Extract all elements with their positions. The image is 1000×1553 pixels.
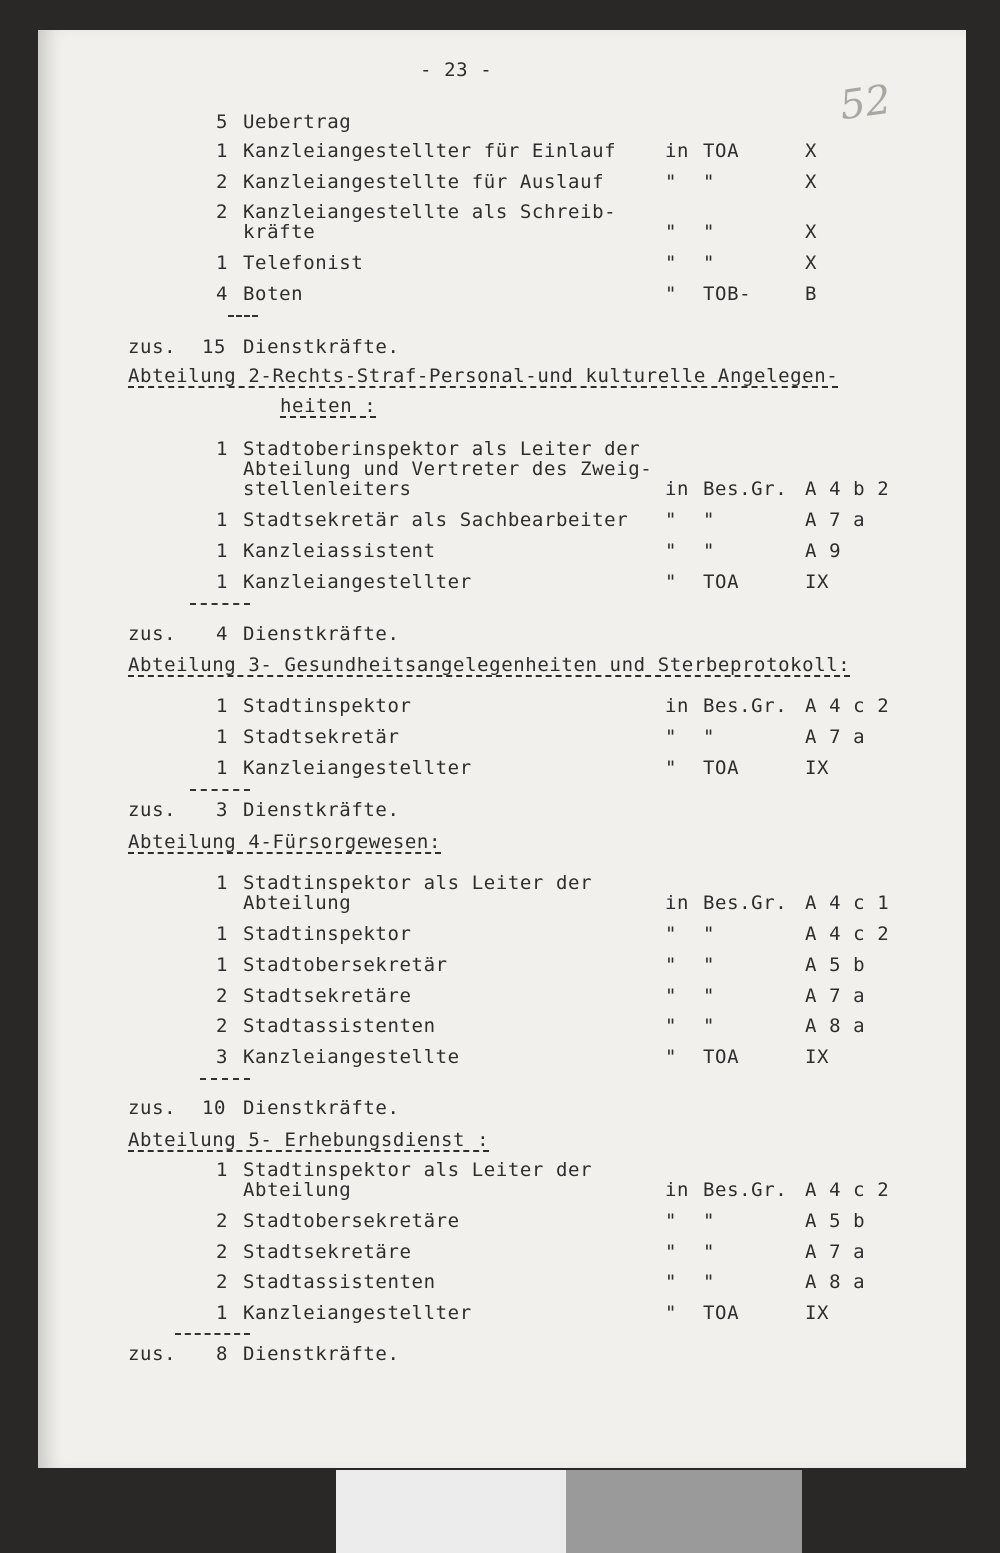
pay-scale: A 4 c 2 <box>805 1179 890 1201</box>
pay-group: TOB- <box>703 283 752 305</box>
pay-prefix: in <box>665 695 690 717</box>
pay-scale: IX <box>805 571 830 593</box>
staff-count: 2 <box>216 1271 229 1293</box>
staff-count: 2 <box>216 171 229 193</box>
staff-position: Stadtoberinspektor als Leiter der <box>243 438 641 460</box>
pay-prefix: in <box>665 892 690 914</box>
pay-scale: X <box>805 252 818 274</box>
staff-count: 2 <box>216 985 229 1007</box>
pay-scale: A 4 c 2 <box>805 695 890 717</box>
pay-scale: IX <box>805 1302 830 1324</box>
pay-scale: A 5 b <box>805 954 866 976</box>
total-label: Dienstkräfte. <box>243 799 400 821</box>
pay-scale: X <box>805 221 818 243</box>
section-heading: Abteilung 2-Rechts-Straf-Personal-und kulturelle Angelegen- <box>128 365 839 387</box>
pay-group: " <box>703 171 716 193</box>
pay-prefix: in <box>665 1179 690 1201</box>
pay-prefix: " <box>665 571 678 593</box>
pay-prefix: in <box>665 140 690 162</box>
pay-group: " <box>703 1015 716 1037</box>
staff-count: 1 <box>216 438 229 460</box>
staff-count: 1 <box>216 571 229 593</box>
staff-position: Kanzleiangestellter <box>243 571 472 593</box>
staff-count: 1 <box>216 1159 229 1181</box>
pay-prefix: " <box>665 171 678 193</box>
staff-position: Stadtobersekretär <box>243 954 448 976</box>
staff-count: 2 <box>216 1015 229 1037</box>
staff-position: Stadtsekretäre <box>243 1241 412 1263</box>
pay-scale: A 7 a <box>805 985 866 1007</box>
pay-group: " <box>703 1271 716 1293</box>
staff-count: 2 <box>216 1210 229 1232</box>
pay-scale: IX <box>805 757 830 779</box>
pay-scale: X <box>805 171 818 193</box>
total-prefix: zus. <box>128 623 177 645</box>
staff-position: Boten <box>243 283 304 305</box>
pay-prefix: " <box>665 923 678 945</box>
staff-position: Abteilung <box>243 1179 352 1201</box>
section-heading: Abteilung 3- Gesundheitsangelegenheiten und Sterbeprotokoll: <box>128 654 851 676</box>
pay-prefix: " <box>665 252 678 274</box>
total-label: Dienstkräfte. <box>243 623 400 645</box>
pay-prefix: " <box>665 1210 678 1232</box>
staff-count: 1 <box>216 695 229 717</box>
pay-group: TOA <box>703 571 740 593</box>
pay-group: " <box>703 509 716 531</box>
staff-position: Kanzleiangestellter für Einlauf <box>243 140 617 162</box>
pay-prefix: in <box>665 478 690 500</box>
pay-group: " <box>703 252 716 274</box>
pay-group: TOA <box>703 140 740 162</box>
pay-prefix: " <box>665 1046 678 1068</box>
staff-count: 1 <box>216 540 229 562</box>
pay-scale: A 4 b 2 <box>805 478 890 500</box>
pay-group: " <box>703 221 716 243</box>
total-count: 4 <box>216 623 229 645</box>
staff-position: Kanzleiangestellte für Auslauf <box>243 171 605 193</box>
pay-group: Bes.Gr. <box>703 1179 788 1201</box>
staff-position: Stadtinspektor <box>243 695 412 717</box>
sum-rule <box>228 315 258 317</box>
pay-prefix: " <box>665 757 678 779</box>
pay-group: " <box>703 1210 716 1232</box>
total-prefix: zus. <box>128 799 177 821</box>
pay-prefix: " <box>665 985 678 1007</box>
pay-prefix: " <box>665 954 678 976</box>
staff-position: Stadtinspektor als Leiter der <box>243 1159 593 1181</box>
staff-position: Kanzleiassistent <box>243 540 436 562</box>
staff-position: Kanzleiangestellte als Schreib- <box>243 201 617 223</box>
pay-scale: A 7 a <box>805 509 866 531</box>
staff-position: Stadtassistenten <box>243 1271 436 1293</box>
total-count: 15 <box>202 336 227 358</box>
page-number: - 23 - <box>420 59 493 81</box>
pay-group: TOA <box>703 757 740 779</box>
total-count: 10 <box>202 1097 227 1119</box>
staff-count: 1 <box>216 872 229 894</box>
pay-prefix: " <box>665 221 678 243</box>
pay-prefix: " <box>665 509 678 531</box>
pay-scale: A 9 <box>805 540 842 562</box>
sum-rule <box>190 789 250 791</box>
folio-number: 52 <box>837 76 894 130</box>
staff-position: kräfte <box>243 221 316 243</box>
total-label: Dienstkräfte. <box>243 1097 400 1119</box>
staff-count: 1 <box>216 509 229 531</box>
pay-group: " <box>703 1241 716 1263</box>
pay-group: " <box>703 923 716 945</box>
pay-prefix: " <box>665 540 678 562</box>
staff-count: 1 <box>216 757 229 779</box>
staff-position: Abteilung <box>243 892 352 914</box>
staff-count: 4 <box>216 283 229 305</box>
total-label: Dienstkräfte. <box>243 336 400 358</box>
pay-scale: A 5 b <box>805 1210 866 1232</box>
staff-count: 1 <box>216 954 229 976</box>
pay-prefix: " <box>665 1271 678 1293</box>
staff-position: Telefonist <box>243 252 364 274</box>
staff-position: Stadtsekretär <box>243 726 400 748</box>
total-prefix: zus. <box>128 1097 177 1119</box>
staff-count: 1 <box>216 140 229 162</box>
staff-position: Stadtsekretär als Sachbearbeiter <box>243 509 629 531</box>
pay-prefix: " <box>665 1015 678 1037</box>
staff-position: stellenleiters <box>243 478 412 500</box>
sum-rule <box>190 603 250 605</box>
section-heading-cont: heiten : <box>280 395 377 417</box>
staff-count: 1 <box>216 1302 229 1324</box>
staff-count: 1 <box>216 726 229 748</box>
staff-count: 2 <box>216 201 229 223</box>
total-count: 3 <box>216 799 229 821</box>
pay-scale: A 4 c 2 <box>805 923 890 945</box>
total-prefix: zus. <box>128 1343 177 1365</box>
pay-scale: X <box>805 140 818 162</box>
pay-prefix: " <box>665 726 678 748</box>
pay-scale: B <box>805 283 818 305</box>
pay-prefix: " <box>665 1302 678 1324</box>
pay-group: TOA <box>703 1046 740 1068</box>
sum-rule <box>200 1078 250 1080</box>
total-count: 8 <box>216 1343 229 1365</box>
pay-prefix: " <box>665 283 678 305</box>
staff-count: 1 <box>216 923 229 945</box>
staff-position: Stadtobersekretäre <box>243 1210 460 1232</box>
transfer-count: 5 <box>216 111 229 133</box>
staff-position: Stadtinspektor <box>243 923 412 945</box>
staff-position: Stadtinspektor als Leiter der <box>243 872 593 894</box>
total-label: Dienstkräfte. <box>243 1343 400 1365</box>
staff-count: 2 <box>216 1241 229 1263</box>
pay-scale: A 7 a <box>805 726 866 748</box>
sum-rule <box>175 1333 250 1335</box>
pay-group: TOA <box>703 1302 740 1324</box>
pay-prefix: " <box>665 1241 678 1263</box>
pay-group: " <box>703 540 716 562</box>
staff-position: Kanzleiangestellter <box>243 757 472 779</box>
pay-scale: A 7 a <box>805 1241 866 1263</box>
staff-position: Kanzleiangestellte <box>243 1046 460 1068</box>
pay-scale: IX <box>805 1046 830 1068</box>
pay-group: Bes.Gr. <box>703 695 788 717</box>
pay-scale: A 8 a <box>805 1271 866 1293</box>
section-heading: Abteilung 4-Fürsorgewesen: <box>128 831 442 853</box>
transfer-label: Uebertrag <box>243 111 352 133</box>
pay-group: " <box>703 985 716 1007</box>
staff-position: Kanzleiangestellter <box>243 1302 472 1324</box>
scan-strip <box>336 1470 802 1553</box>
pay-group: Bes.Gr. <box>703 892 788 914</box>
section-heading: Abteilung 5- Erhebungsdienst : <box>128 1129 490 1151</box>
total-prefix: zus. <box>128 336 177 358</box>
pay-scale: A 8 a <box>805 1015 866 1037</box>
staff-position: Stadtassistenten <box>243 1015 436 1037</box>
staff-count: 3 <box>216 1046 229 1068</box>
pay-group: " <box>703 954 716 976</box>
pay-group: " <box>703 726 716 748</box>
pay-scale: A 4 c 1 <box>805 892 890 914</box>
staff-count: 1 <box>216 252 229 274</box>
pay-group: Bes.Gr. <box>703 478 788 500</box>
staff-position: Abteilung und Vertreter des Zweig- <box>243 458 653 480</box>
staff-position: Stadtsekretäre <box>243 985 412 1007</box>
